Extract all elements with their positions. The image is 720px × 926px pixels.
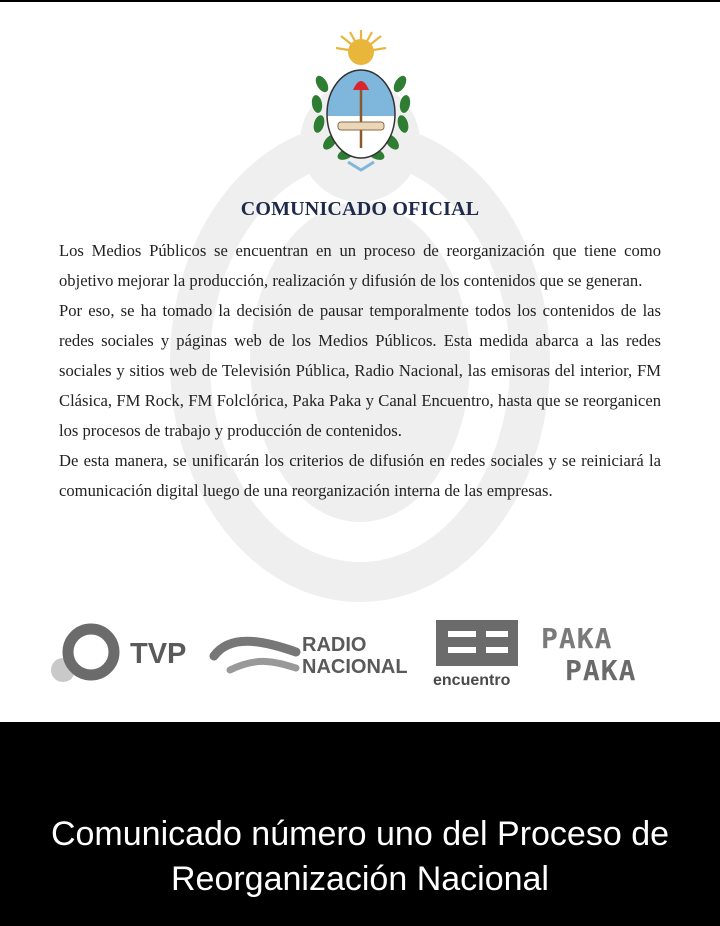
radio-nacional-logo-icon	[214, 634, 408, 678]
video-caption	[0, 812, 720, 902]
radio-logo-line2: NACIONAL	[302, 656, 408, 678]
tvp-logo-icon	[51, 629, 186, 682]
pakapaka-logo-line2: PAKA	[565, 654, 637, 687]
paragraph-2: Por eso, se ha tomado la decisión de pausar temporalmente todos los contenidos de las redes sociales y páginas web de los Medios Públicos. Esta medida abarca a las redes sociales y sitios web de Televisión Pública, Radio Nacional, las emisoras del interior, FM Clásica, FM Rock, FM Folclórica, Paka Paka y Canal Encuentro, hasta que se reorganicen los procesos de trabajo y producción de contenidos.	[59, 301, 661, 440]
pakapaka-logo-icon	[541, 622, 636, 687]
media-logos-row	[0, 612, 720, 692]
argentina-coat-of-arms-icon	[308, 26, 414, 176]
pakapaka-logo-line1: PAKA	[541, 622, 613, 655]
radio-logo-line1: RADIO	[302, 634, 367, 656]
document-title: COMUNICADO OFICIAL	[240, 198, 480, 220]
tvp-logo-text: TVP	[130, 638, 187, 670]
caption-line-2: Reorganización Nacional	[170, 860, 549, 898]
encuentro-logo-icon	[433, 620, 518, 689]
document-body	[59, 236, 661, 506]
paragraph-3: De esta manera, se unificarán los criterios de difusión en redes sociales y se reiniciará la comunicación digital luego de una reorganización interna de las empresas.	[59, 451, 661, 500]
caption-line-1: Comunicado número uno del Proceso de	[50, 815, 670, 853]
encuentro-logo-text: encuentro	[433, 672, 511, 689]
paragraph-1: Los Medios Públicos se encuentran en un proceso de reorganización que tiene como objetivo mejorar la producción, realización y difusión de los contenidos que se generan.	[59, 241, 661, 290]
